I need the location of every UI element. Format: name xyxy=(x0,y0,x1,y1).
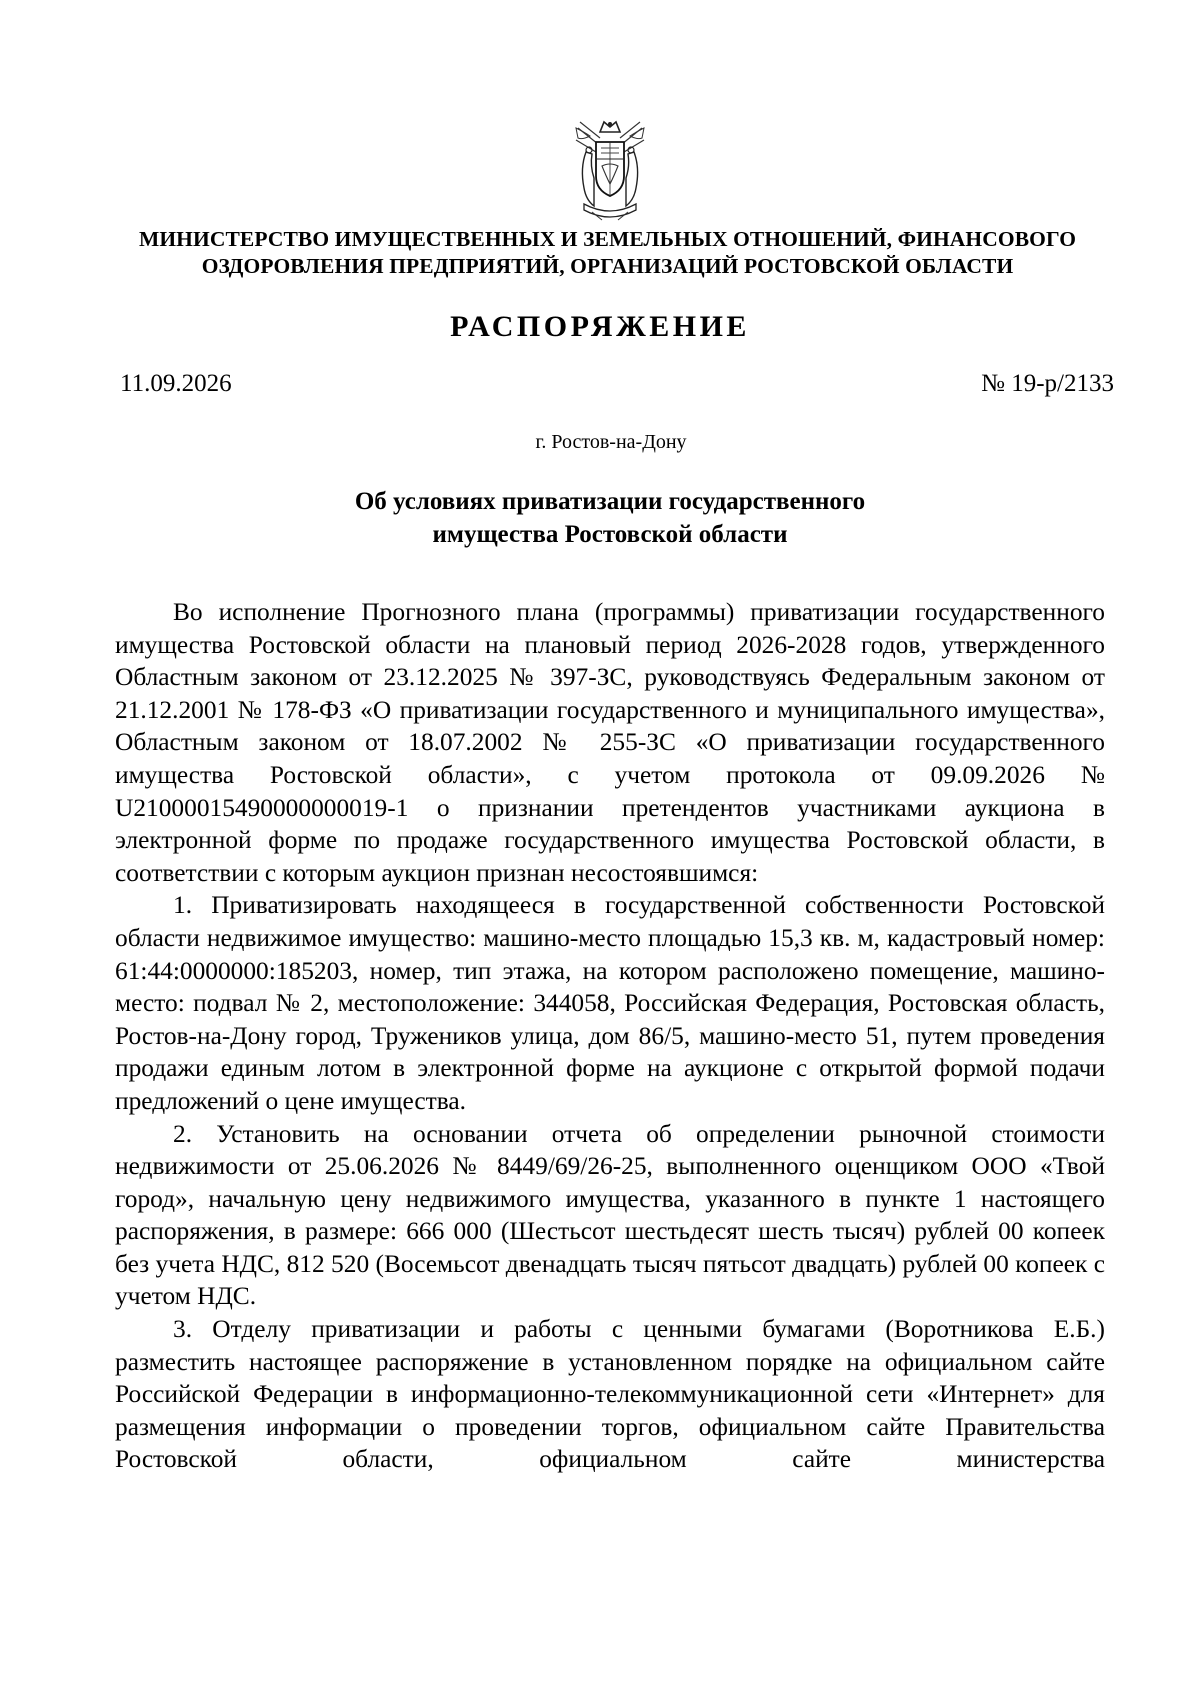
document-city: г. Ростов-на-Дону xyxy=(535,431,687,453)
ministry-name-line-2: ОЗДОРОВЛЕНИЯ ПРЕДПРИЯТИЙ, ОРГАНИЗАЦИЙ РОСТОВСКОЙ ОБЛАСТИ xyxy=(201,254,1014,278)
document-date: 11.09.2026 xyxy=(120,370,232,397)
coat-of-arms-emblem xyxy=(572,118,648,226)
document-type-title: РАСПОРЯЖЕНИЕ xyxy=(450,310,750,343)
document-number: № 19-р/2133 xyxy=(981,370,1114,397)
subject-line-2: имущества Ростовской области xyxy=(432,520,788,548)
subject-line-1: Об условиях приватизации государственного xyxy=(354,488,866,515)
preamble-paragraph: Во исполнение Прогнозного плана (программы) приватизации государственного имущества Ростовской области на плановый период 2026-2028 годов, утвержденного Областным законом от 23.12.2025 № 397-ЗС, руководствуясь Федеральным законом от 21.12.2001 № 178-ФЗ «О приватизации государственного и муниципального имущества», Областным законом от 18.07.2002 № 255-ЗС «О приватизации государственного имущества Ростовской области», с учетом протокола от 09.09.2026 № U21000015490000000019-1 о признании претендентов участниками аукциона в электронной форме по продаже государственного имущества Ростовской области, в соответствии с которым аукцион признан несостоявшимся: xyxy=(115,598,1105,887)
item-2-paragraph: 2. Установить на основании отчета об определении рыночной стоимости недвижимости от 25.06.2026 № 8449/69/26-25, выполненного оценщиком ООО «Твой город», начальную цену недвижимого имущества, указанного в пункте 1 настоящего распоряжения, в размере: 666 000 (Шестьсот шестьдесят шесть тысяч) рублей 00 копеек без учета НДС, 812 520 (Восемьсот двенадцать тысяч пятьсот двадцать) рублей 00 копеек с учетом НДС. xyxy=(115,1119,1105,1311)
document-subject xyxy=(0,486,1200,551)
item-3-paragraph: 3. Отделу приватизации и работы с ценными бумагами (Воротникова Е.Б.) разместить настоящее распоряжение в установленном порядке на официальном сайте Российской Федерации в информационно-телекоммуникационной сети «Интернет» для размещения информации о проведении торгов, официальном сайте Правительства Ростовской области, официальном сайте министерства xyxy=(115,1315,1105,1474)
ministry-name-line-1: МИНИСТЕРСТВО ИМУЩЕСТВЕННЫХ И ЗЕМЕЛЬНЫХ ОТНОШЕНИЙ, ФИНАНСОВОГО xyxy=(138,227,1077,251)
item-1-paragraph: 1. Приватизировать находящееся в государственной собственности Ростовской области недвижимое имущество: машино-место площадью 15,3 кв. м, кадастровый номер: 61:44:0000000:185203, номер, тип этажа, на котором расположено помещение, машино-место: подвал № 2, местоположение: 344058, Российская Федерация, Ростовская область, Ростов-на-Дону город, Тружеников улица, дом 86/5, машино-место 51, путем проведения продажи единым лотом в электронной форме на аукционе с открытой формой подачи предложений о цене имущества. xyxy=(115,891,1105,1115)
ministry-name xyxy=(115,226,1100,280)
document-body xyxy=(115,596,1105,1476)
